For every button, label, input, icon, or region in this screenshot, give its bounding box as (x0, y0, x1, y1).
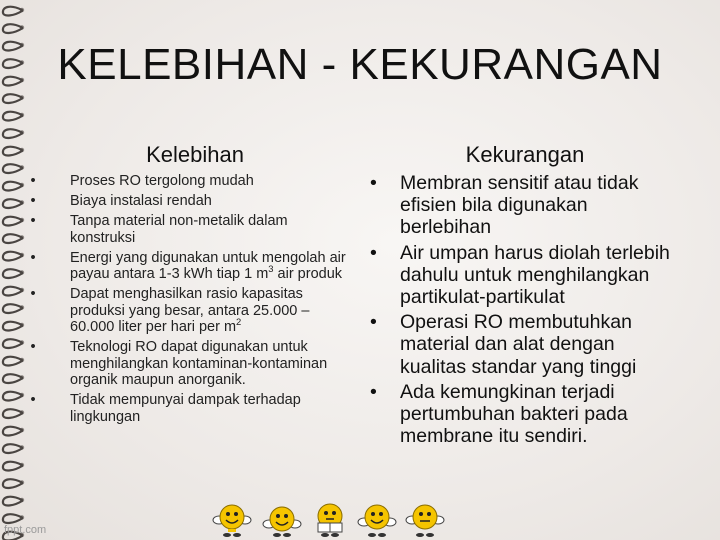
bullet: • (30, 193, 36, 209)
kekurangan-list (362, 172, 682, 450)
list-item-text: Air umpan harus diolah terlebih dahulu untuk menghilangkan partikulat-partikulat (400, 241, 670, 309)
bullet: • (370, 241, 377, 264)
bullet: • (370, 172, 377, 194)
smiley-cheer-icon (212, 498, 252, 538)
list-item-text: Membran sensitif atau tidak efisien bila digunakan berlebihan (400, 172, 639, 239)
bullet: • (370, 311, 377, 334)
list-item (362, 381, 682, 448)
list-item (362, 311, 682, 378)
list-item (362, 242, 682, 309)
list-item-text: Operasi RO membutuhkan material dan alat dengan kualitas standar yang tinggi (400, 311, 637, 378)
list-item-text: Teknologi RO dapat digunakan untuk menghilangkan kontaminan-kontaminan organik maupun anorganik. (70, 339, 328, 388)
smiley-cheer-icon (357, 498, 397, 538)
kekurangan-heading: Kekurangan (465, 142, 585, 167)
list-item (28, 250, 348, 283)
superscript: 3 (268, 263, 274, 275)
kelebihan-list (28, 173, 348, 429)
bullet: • (30, 286, 36, 302)
list-item (362, 172, 682, 239)
smiley-reading-icon (310, 498, 350, 538)
bullet: • (30, 173, 36, 189)
list-item (28, 339, 348, 389)
watermark: fppt.com (4, 524, 47, 536)
bullet: • (30, 213, 36, 229)
list-item-text: Dapat menghasilkan rasio kapasitas produksi yang besar, antara 25.000 – 60.000 liter per hari per m (70, 286, 310, 335)
list-item (28, 173, 348, 190)
kelebihan-heading: Kelebihan (146, 142, 244, 167)
bullet: • (30, 339, 36, 355)
list-item-text: Energi yang digunakan untuk mengolah air payau antara 1-3 kWh tiap 1 m (70, 249, 346, 282)
smiley-cheer-icon (262, 498, 302, 538)
list-item-text-tail: air produk (273, 266, 343, 282)
bullet: • (30, 249, 36, 266)
slide-title: KELEBIHAN - KEKURANGAN (57, 40, 663, 89)
superscript: 2 (236, 316, 242, 328)
list-item (28, 392, 348, 425)
list-item (28, 193, 348, 210)
list-item-text: Tanpa material non-metalik dalam konstruksi (70, 213, 288, 246)
bullet: • (30, 392, 36, 408)
list-item-text: Ada kemungkinan terjadi pertumbuhan bakteri pada membrane itu sendiri. (400, 380, 628, 448)
smiley-cheer-icon (405, 498, 445, 538)
list-item (28, 213, 348, 246)
list-item-text: Proses RO tergolong mudah (70, 173, 254, 189)
list-item-text: Biaya instalasi rendah (70, 193, 212, 209)
list-item (28, 286, 348, 336)
list-item-text: Tidak mempunyai dampak terhadap lingkungan (70, 392, 301, 425)
bullet: • (370, 380, 377, 403)
spiral-binding-icon (0, 0, 30, 540)
